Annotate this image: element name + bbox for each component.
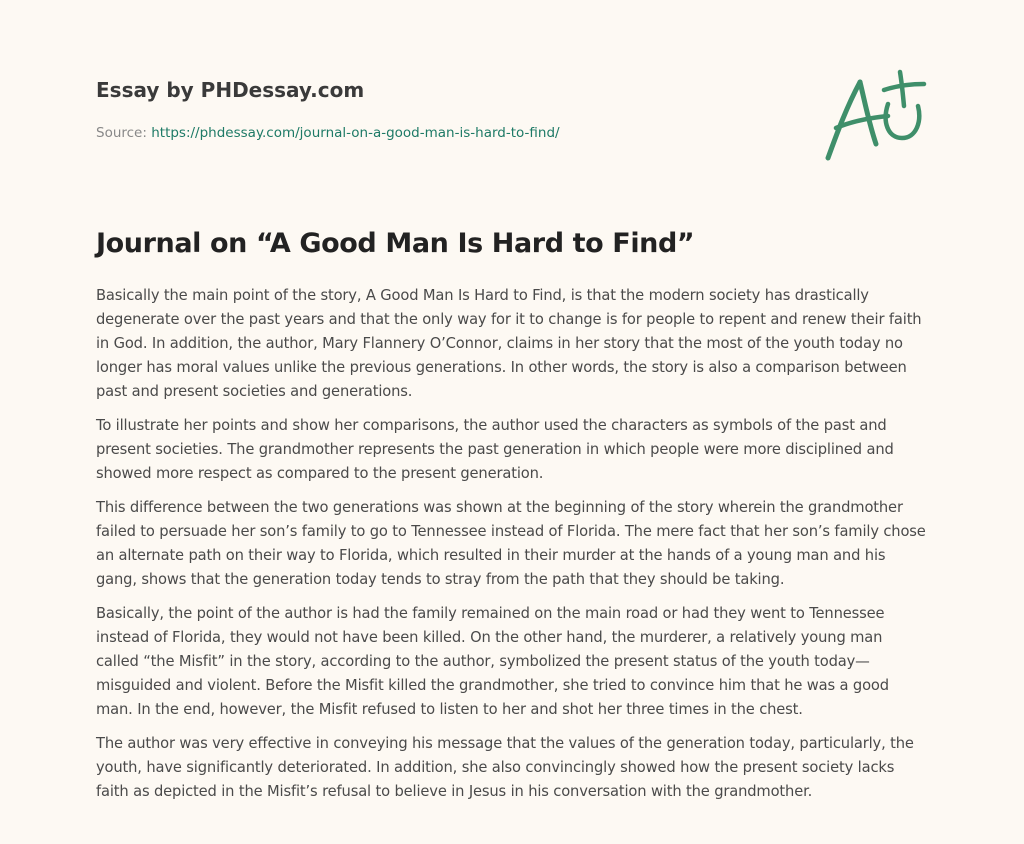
source-label: Source:	[96, 125, 152, 141]
article-body	[96, 284, 928, 814]
page-header	[96, 76, 796, 142]
a-plus-logo-icon	[822, 66, 928, 166]
paragraph: This difference between the two generations was shown at the beginning of the story wherein the grandmother failed to persuade her son’s family to go to Tennessee instead of Florida. The mere fact that her son’s family chose an alternate path on their way to Florida, which resulted in their murder at the hands of a young man and his gang, shows that the generation today tends to stray from the path that they should be taking.	[96, 499, 926, 588]
page-title: Journal on “A Good Man Is Hard to Find”	[96, 228, 695, 259]
source-line	[96, 124, 796, 142]
paragraph: The author was very effective in conveying his message that the values of the generation today, particularly, the youth, have significantly deteriorated. In addition, she also convincingly showed how the present society lacks faith as depicted in the Misfit’s refusal to believe in Jesus in his conversation with the grandmother.	[96, 735, 914, 800]
site-title: Essay by PHDessay.com	[96, 78, 365, 102]
paragraph: To illustrate her points and show her comparisons, the author used the characters as symbols of the past and present societies. The grandmother represents the past generation in which people were more disciplined and showed more respect as compared to the present generation.	[96, 417, 894, 482]
source-link[interactable]: https://phdessay.com/journal-on-a-good-man-is-hard-to-find/	[151, 125, 560, 141]
paragraph: Basically, the point of the author is had the family remained on the main road or had they went to Tennessee instead of Florida, they would not have been killed. On the other hand, the murderer, a relatively young man called “the Misfit” in the story, according to the author, symbolized the present status of the youth today—misguided and violent. Before the Misfit killed the grandmother, she tried to convince him that he was a good man. In the end, however, the Misfit refused to listen to her and shot her three times in the chest.	[96, 605, 889, 718]
paragraph: Basically the main point of the story, A Good Man Is Hard to Find, is that the modern society has drastically degenerate over the past years and that the only way for it to change is for people to repent and renew their faith in God. In addition, the author, Mary Flannery O’Connor, claims in her story that the most of the youth today no longer has moral values unlike the previous generations. In other words, the story is also a comparison between past and present societies and generations.	[96, 287, 922, 400]
